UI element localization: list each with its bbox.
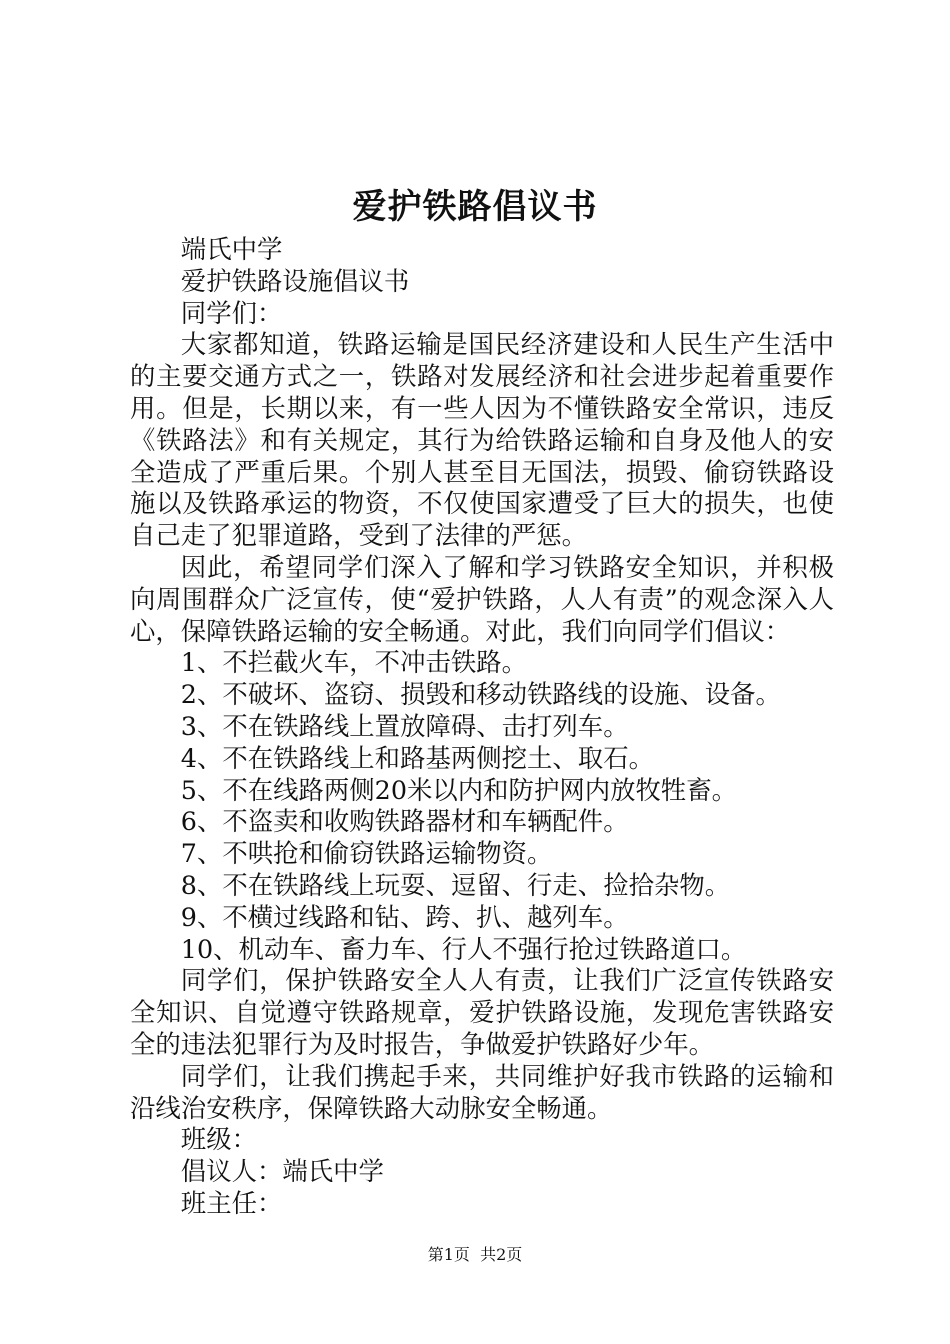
class-label: 班级： [180,1124,257,1155]
list-item: 9、不横过线路和钻、跨、扒、越列车。 [180,901,629,932]
page-number: 第1页 共2页 [427,1245,523,1264]
list-item: 7、不哄抢和偷窃铁路运输物资。 [180,838,553,869]
paragraph-intro: 大家都知道，铁路运输是国民经济建设和人民生产生活中的主要交通方式之一，铁路对发展经济和社会进步起着重要作用。但是，长期以来，有一些人因为不懂铁路安全常识，违反《铁路法》和有关规定，其行为给铁路运输和自身及他人的安全造成了严重后果。个别人甚至目无国法，损毁、偷窃铁路设施以及铁路承运的物资，不仅使国家遭受了巨大的损失，也使自己走了犯罪道路，受到了法律的严惩。 [130,329,834,551]
list-item: 8、不在铁路线上玩耍、逗留、行走、捡拾杂物。 [180,869,731,900]
document-title: 爱护铁路倡议书 [352,187,598,227]
paragraph-closing: 同学们，让我们携起手来，共同维护好我市铁路的运输和沿线治安秩序，保障铁路大动脉安全畅通。 [130,1060,834,1123]
list-item: 3、不在铁路线上置放障碍、击打列车。 [180,710,629,741]
list-item: 6、不盗卖和收购铁路器材和车辆配件。 [180,806,629,837]
paragraph-responsibility: 同学们，保护铁路安全人人有责，让我们广泛宣传铁路安全知识、自觉遵守铁路规章，爱护铁路设施，发现危害铁路安全的违法犯罪行为及时报告，争做爱护铁路好少年。 [130,965,834,1059]
list-item: 1、不拦截火车，不冲击铁路。 [180,647,528,678]
list-item: 10、机动车、畜力车、行人不强行抢过铁路道口。 [180,933,747,964]
list-item: 4、不在铁路线上和路基两侧挖土、取石。 [180,742,654,773]
school-line: 端氏中学 [180,234,283,264]
teacher-label: 班主任： [180,1187,283,1218]
initiator-line: 倡议人：端氏中学 [180,1156,384,1187]
list-item: 5、不在线路两侧20米以内和防护网内放牧牲畜。 [180,774,738,805]
list-item: 2、不破坏、盗窃、损毁和移动铁路线的设施、设备。 [180,679,781,710]
document-body [130,234,834,1220]
page-footer [0,1244,950,1266]
paragraph-appeal: 因此，希望同学们深入了解和学习铁路安全知识，并积极向周围群众广泛宣传，使“爱护铁路，人人有责”的观念深入人心，保障铁路运输的安全畅通。对此，我们向同学们倡议： [130,551,834,646]
subtitle-line: 爱护铁路设施倡议书 [180,265,410,296]
salutation: 同学们： [180,297,283,328]
